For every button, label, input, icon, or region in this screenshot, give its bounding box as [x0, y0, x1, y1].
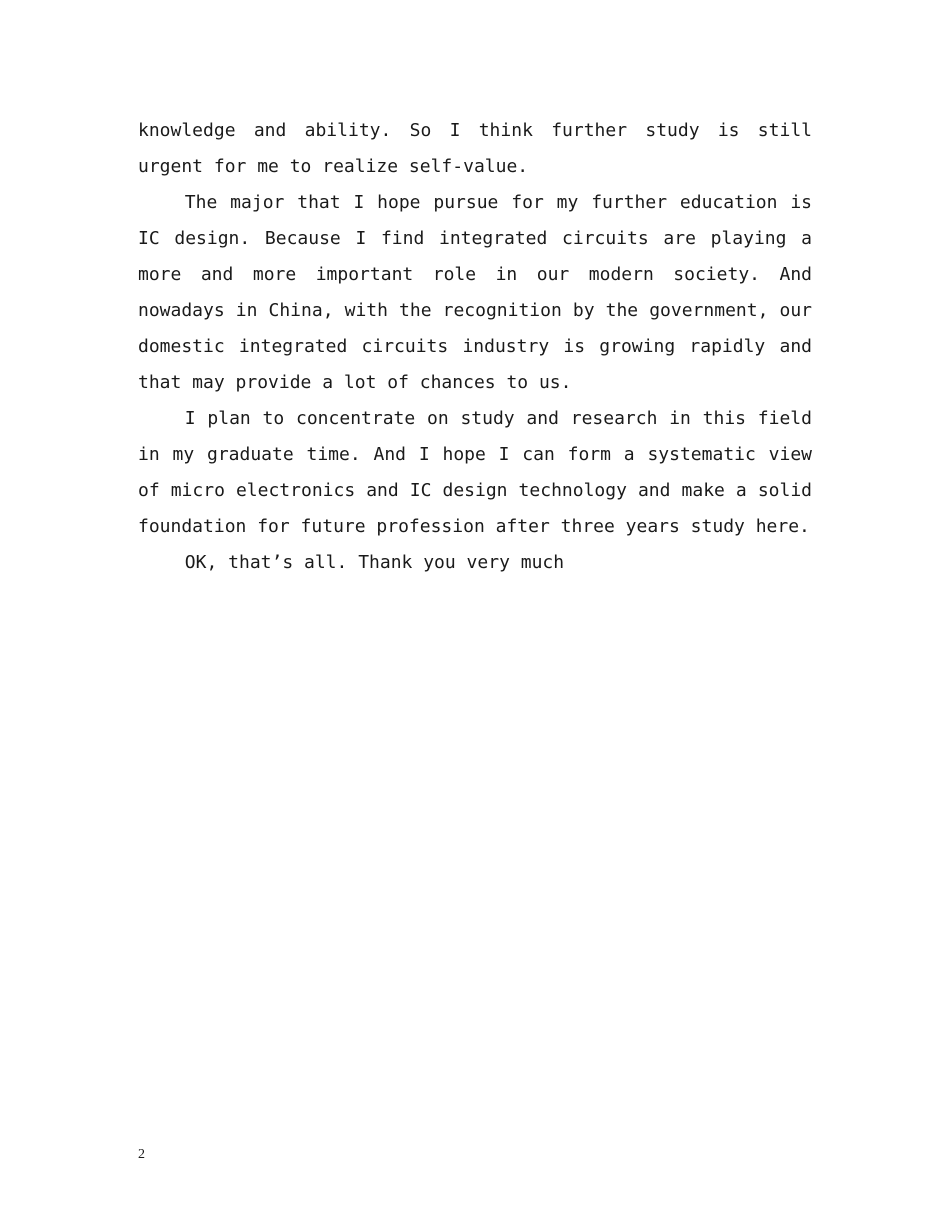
paragraph-closing: OK, that’s all. Thank you very much — [184, 552, 565, 573]
document-body — [138, 113, 812, 581]
paragraph-major: The major that I hope pursue for my further education is IC design. Because I find integrated circuits are playing a more and more important role in our modern society. And nowadays in China, with the recognition by the government, our domestic integrated circuits industry is growing rapidly and that may provide a lot of chances to us. — [138, 192, 812, 393]
paragraph-plan: I plan to concentrate on study and research in this field in my graduate time. And I hope I can form a systematic view of micro electronics and IC design technology and make a solid foundation for future profession after three years study here. — [138, 408, 812, 537]
page-number: 2 — [138, 1147, 145, 1162]
paragraph-continuation: knowledge and ability. So I think further study is still urgent for me to realize self-value. — [138, 120, 812, 177]
